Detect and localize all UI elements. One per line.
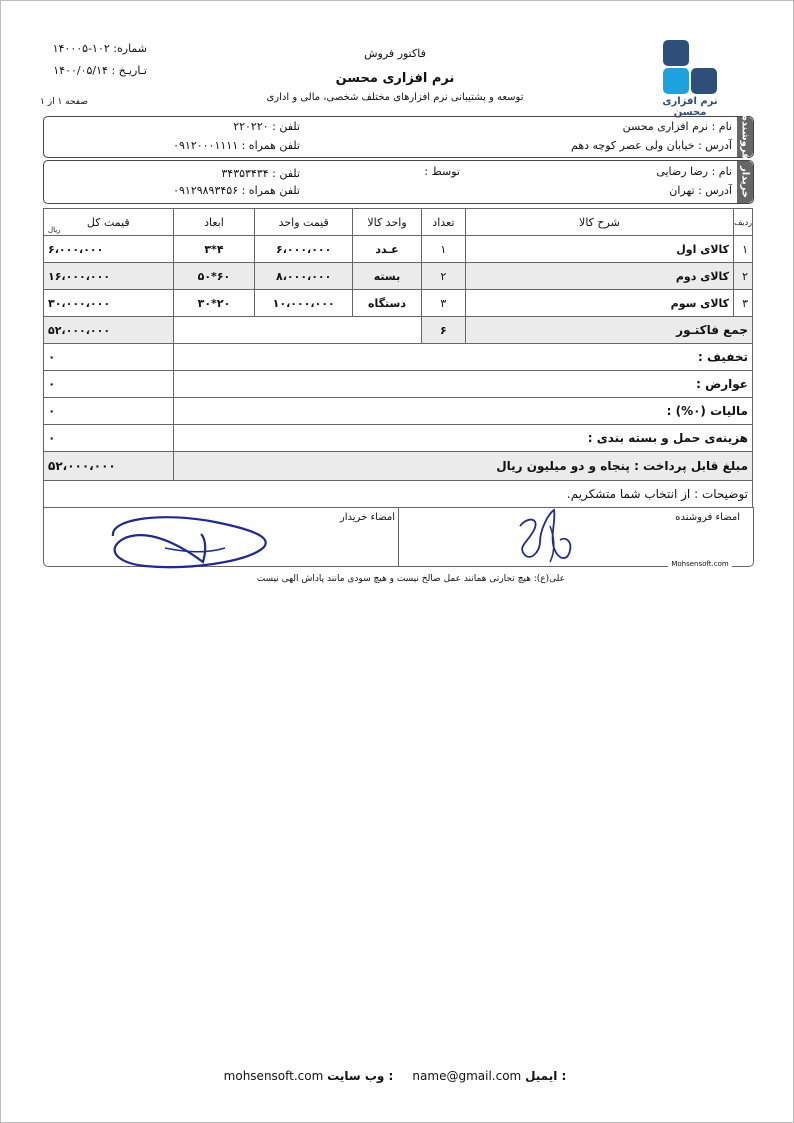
signature-divider — [398, 507, 399, 566]
cell-row: ۱ — [734, 236, 753, 263]
seller-phone-value: ۲۲۰۲۲۰ — [233, 120, 269, 133]
quote-text: علی(ع): هیچ تجارتی همانند عمل صالح نیست و هیچ سودی مانند پاداش الهی نیست — [256, 574, 565, 584]
footer-contact — [200, 1069, 590, 1083]
footer-site-label: وب سایت : — [327, 1069, 394, 1083]
currency-label: ریال — [48, 226, 61, 234]
page-number: صفحه ۱ از ۱ — [40, 97, 88, 107]
cell-unit-price: ۱۰،۰۰۰،۰۰۰ — [255, 290, 353, 317]
cell-dims: ۶۰*۵۰ — [173, 263, 255, 290]
company-logo — [650, 38, 730, 118]
seller-name-label: نام : — [711, 120, 732, 133]
col-header-row: ردیف — [734, 209, 753, 236]
invoice-date-value: ۱۴۰۰/۰۵/۱۴ — [53, 64, 108, 77]
footer-email-label: ایمیل : — [525, 1069, 567, 1083]
buyer-name-label: نام : — [711, 165, 732, 178]
invoice-date-label: تـاریـخ : — [111, 64, 147, 77]
col-header-desc: شرح کالا — [465, 209, 733, 236]
sum-total: ۵۲،۰۰۰،۰۰۰ — [44, 317, 174, 344]
buyer-address-label: آدرس : — [698, 184, 732, 197]
sum-label: جمع فاکتـور — [465, 317, 752, 344]
discount-row — [44, 344, 753, 371]
buyer-phone-label: تلفن : — [272, 167, 300, 180]
buyer-address — [480, 184, 732, 197]
footer-site-value[interactable]: mohsensoft.com — [223, 1069, 324, 1083]
items-header-row — [44, 209, 753, 236]
cell-qty: ۲ — [421, 263, 465, 290]
cell-row: ۲ — [734, 263, 753, 290]
buyer-phone-value: ۳۴۳۵۳۴۳۴ — [221, 167, 269, 180]
seller-mobile-value: ۰۹۱۲۰۰۰۱۱۱۱ — [173, 139, 239, 152]
cell-total: ۳۰،۰۰۰،۰۰۰ — [44, 290, 174, 317]
buyer-name-value: رضا رضایی — [656, 165, 709, 178]
doc-title: فاکتور فروش — [364, 47, 426, 60]
invoice-number-value: ۱۰۲-۱۴۰۰۰۵ — [52, 42, 110, 55]
cell-desc: کالای سوم — [465, 290, 733, 317]
seller-mobile-label: تلفن همراه : — [241, 139, 300, 152]
company-tagline: توسعه و پشتیبانی نرم افزارهای مختلف شخصی، مالی و اداری — [266, 92, 524, 103]
notes-text: از انتخاب شما متشکریم. — [566, 487, 691, 501]
tax-label: مالیات (۰%) : — [173, 398, 752, 425]
payable-value: ۵۲،۰۰۰،۰۰۰ — [44, 452, 174, 481]
seller-address-label: آدرس : — [698, 139, 732, 152]
invoice-date — [47, 64, 147, 77]
cell-unit: دستگاه — [353, 290, 422, 317]
seller-address-value: خیابان ولی عصر کوچه دهم — [571, 139, 695, 152]
buyer-tab: خریدار — [737, 161, 753, 203]
cell-desc: کالای دوم — [465, 263, 733, 290]
buyer-name — [480, 165, 732, 178]
invoice-number-label: شماره: — [113, 42, 147, 55]
logo-square-top — [663, 40, 689, 66]
seller-name — [480, 120, 732, 133]
seller-tab: فروشنده — [737, 117, 753, 157]
logo-text: نرم افزاری محسن — [662, 96, 718, 118]
tax-row — [44, 398, 753, 425]
discount-label: تخفیف : — [173, 344, 752, 371]
items-table — [43, 208, 753, 344]
cell-qty: ۳ — [421, 290, 465, 317]
sum-row — [44, 317, 753, 344]
cell-unit-price: ۶،۰۰۰،۰۰۰ — [255, 236, 353, 263]
col-header-total — [44, 209, 174, 236]
cell-desc: کالای اول — [465, 236, 733, 263]
payable-label: مبلغ قابل پرداخت : پنجاه و دو میلیون ریال — [173, 452, 752, 481]
duties-value: ۰ — [44, 371, 174, 398]
payable-row — [44, 452, 753, 481]
table-row — [44, 290, 753, 317]
cell-row: ۳ — [734, 290, 753, 317]
cell-dims: ۲۰*۳۰ — [173, 290, 255, 317]
buyer-mobile — [90, 184, 300, 197]
duties-row — [44, 371, 753, 398]
table-row — [44, 263, 753, 290]
logo-square-bottom-right — [691, 68, 717, 94]
seller-mobile — [100, 139, 300, 152]
col-header-dims: ابعاد — [173, 209, 255, 236]
shipping-label: هزینه‌ی حمل و بسته بندی : — [173, 425, 752, 452]
notes-row — [44, 481, 753, 508]
sum-empty — [173, 317, 421, 344]
col-header-total-label: قیمت کل — [86, 215, 130, 229]
watermark-text: Mohsensoft.com — [668, 560, 732, 571]
col-header-unit-price: قیمت واحد — [255, 209, 353, 236]
shipping-row — [44, 425, 753, 452]
col-header-unit: واحد کالا — [353, 209, 422, 236]
cell-dims: ۴*۳ — [173, 236, 255, 263]
buyer-address-value: تهران — [669, 184, 695, 197]
buyer-signature-image — [105, 508, 275, 573]
buyer-phone — [150, 167, 300, 180]
notes-cell — [44, 481, 753, 508]
logo-square-bottom-left — [663, 68, 689, 94]
seller-address — [480, 139, 732, 152]
cell-qty: ۱ — [421, 236, 465, 263]
buyer-by-label: توسط : — [424, 165, 460, 178]
buyer-mobile-value: ۰۹۱۲۹۸۹۳۴۵۶ — [173, 184, 239, 197]
col-header-qty: تعداد — [421, 209, 465, 236]
summary-table — [43, 343, 753, 508]
notes-label: توضیحات : — [694, 487, 748, 501]
buyer-signature-label: امضاء خریدار — [339, 512, 395, 523]
company-name: نرم افزاری محسن — [335, 71, 455, 86]
cell-unit: عـدد — [353, 236, 422, 263]
seller-signature-label: امضاء فروشنده — [675, 512, 740, 523]
tax-value: ۰ — [44, 398, 174, 425]
seller-signature-image — [510, 506, 590, 571]
duties-label: عوارض : — [173, 371, 752, 398]
seller-phone-label: تلفن : — [272, 120, 300, 133]
seller-name-value: نرم افزاری محسن — [622, 120, 709, 133]
cell-total: ۱۶،۰۰۰،۰۰۰ — [44, 263, 174, 290]
discount-value: ۰ — [44, 344, 174, 371]
buyer-mobile-label: تلفن همراه : — [241, 184, 300, 197]
seller-phone — [150, 120, 300, 133]
cell-total: ۶،۰۰۰،۰۰۰ — [44, 236, 174, 263]
sum-qty: ۶ — [421, 317, 465, 344]
cell-unit: بسته — [353, 263, 422, 290]
footer-email-value[interactable]: name@gmail.com — [412, 1069, 522, 1083]
table-row — [44, 236, 753, 263]
shipping-value: ۰ — [44, 425, 174, 452]
invoice-number — [47, 42, 147, 55]
cell-unit-price: ۸،۰۰۰،۰۰۰ — [255, 263, 353, 290]
